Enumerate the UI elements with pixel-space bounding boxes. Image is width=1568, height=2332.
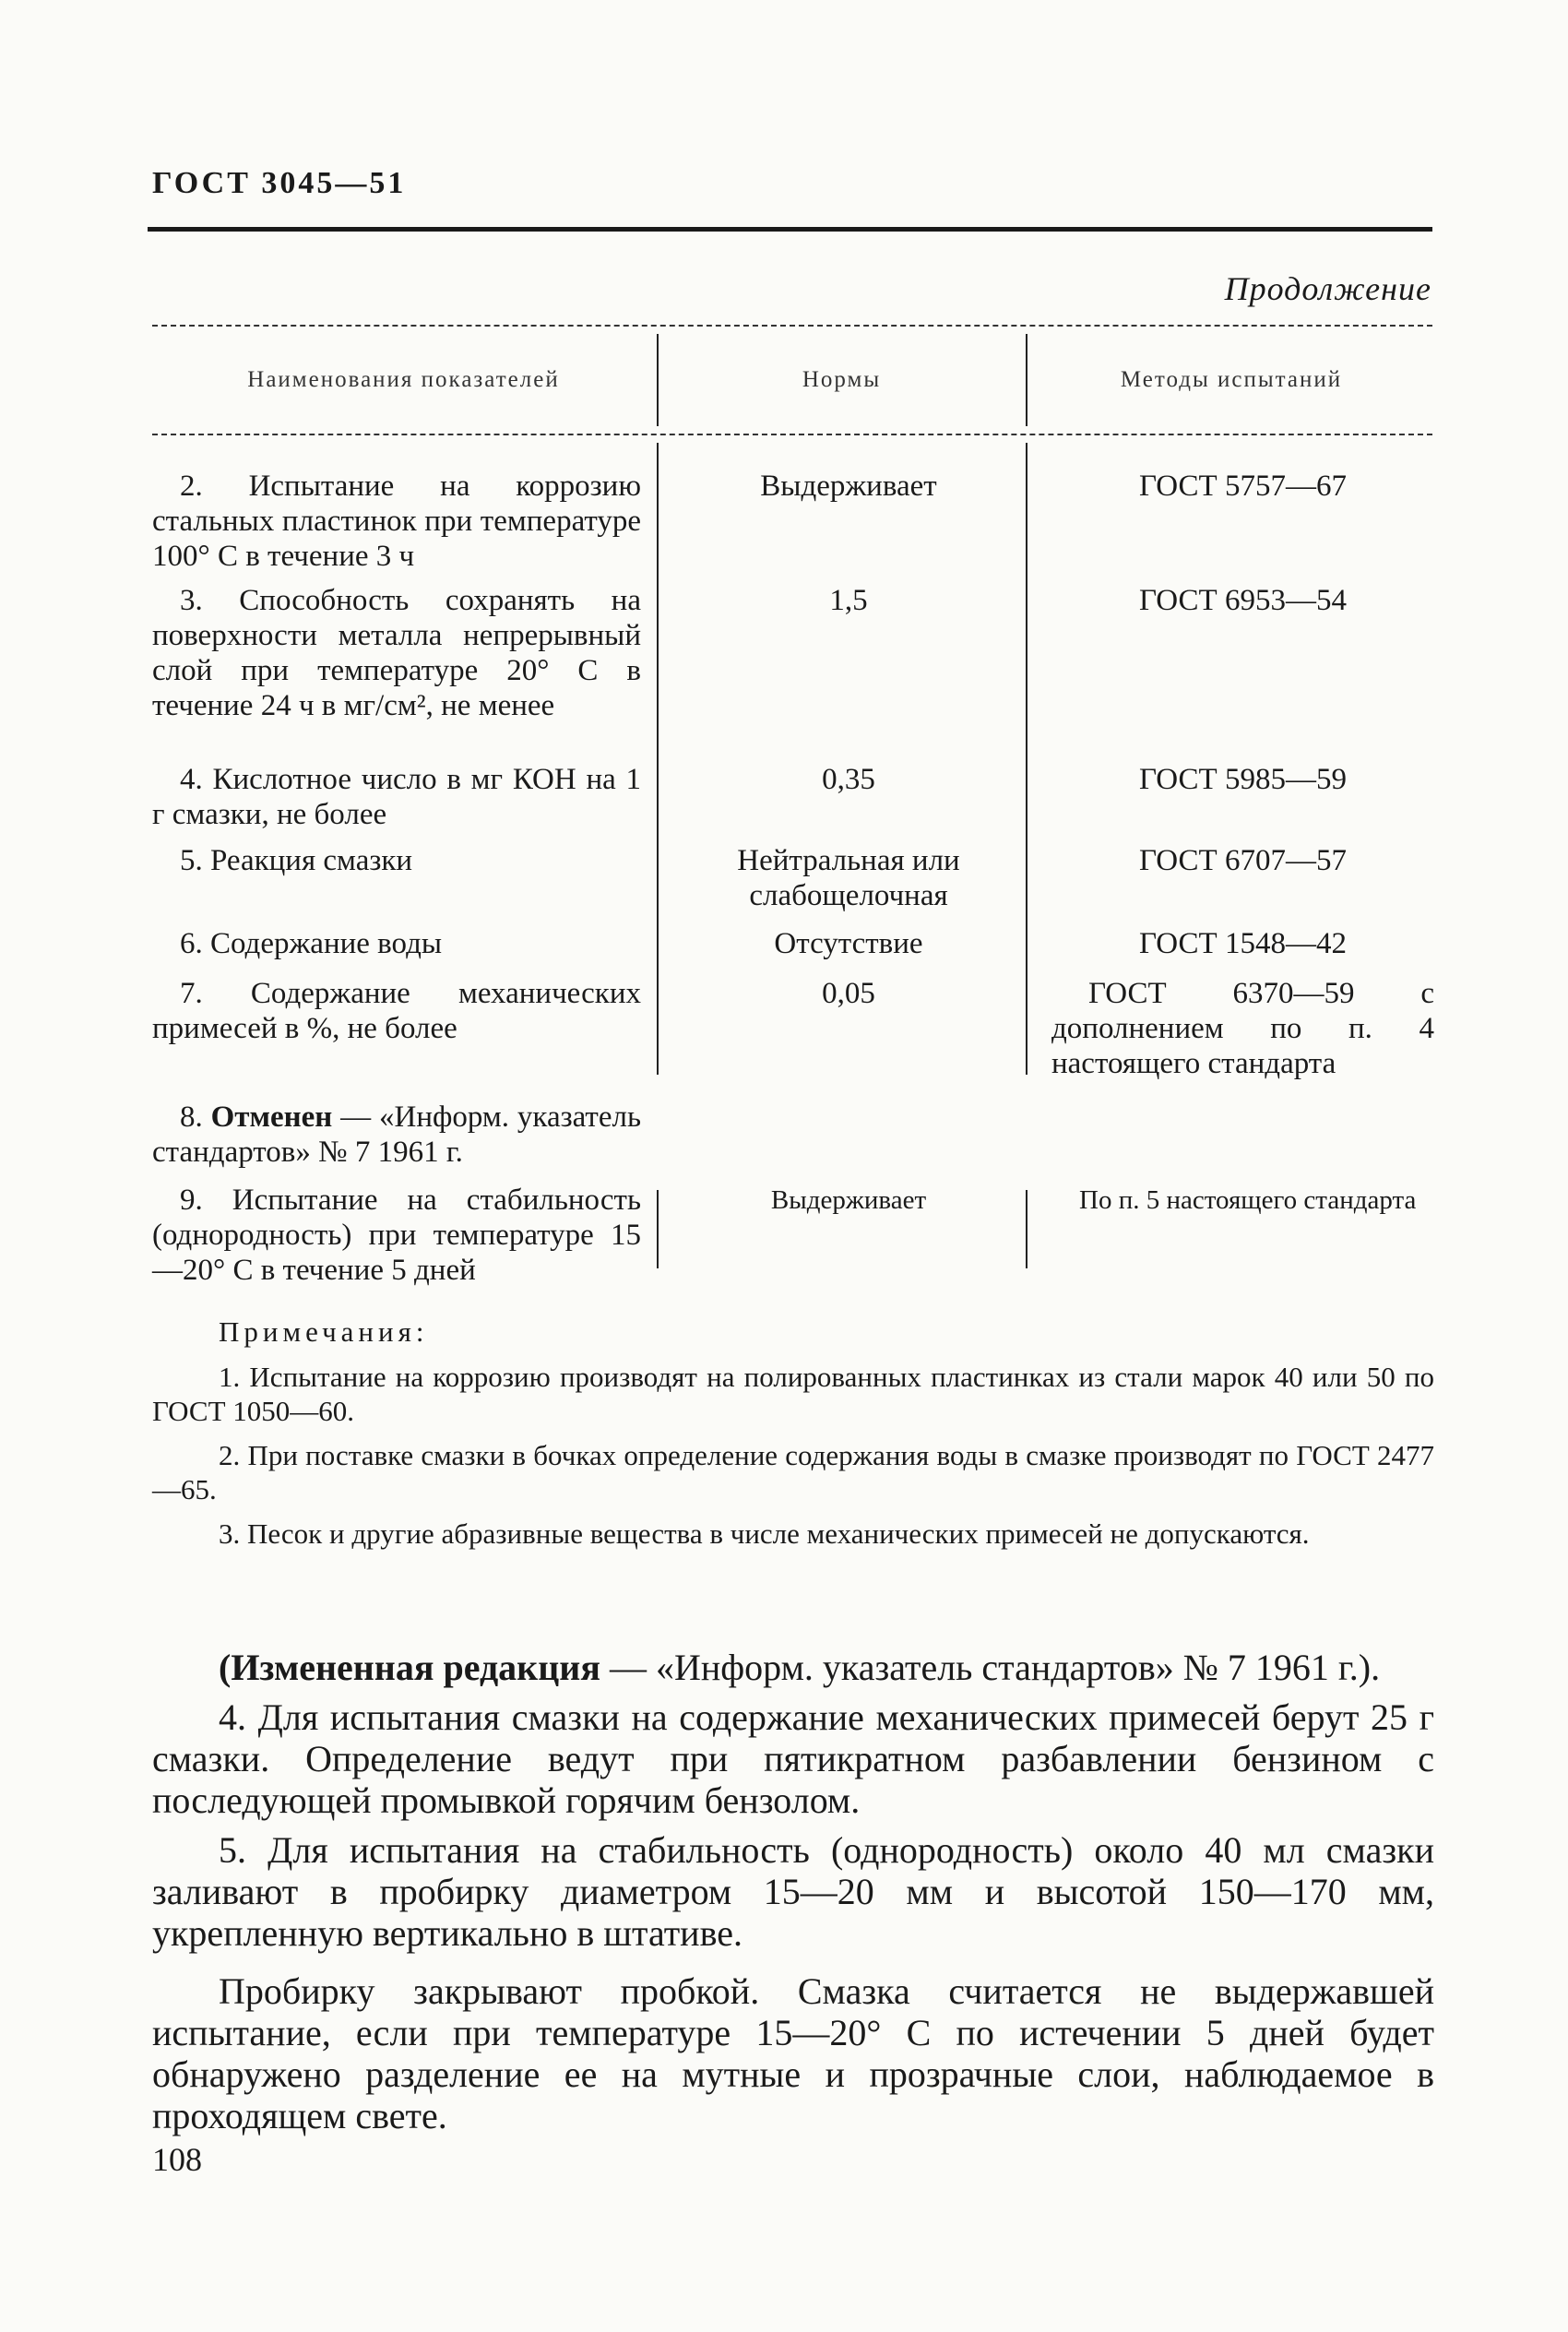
table-row-norm: Отсутствие xyxy=(774,927,923,960)
column-header-method: Методы испытаний xyxy=(1120,367,1343,392)
table-row-name: 5. Реакция смазки xyxy=(180,844,413,877)
table-row-method: ГОСТ 6370—59 с дополнением по п. 4 настоящего стандарта xyxy=(1051,977,1434,1080)
document-id-header: ГОСТ 3045—51 xyxy=(152,166,407,200)
note-item: 2. При поставке смазки в бочках определение содержания воды в смазке производят по ГОСТ 2477—65. xyxy=(152,1439,1434,1505)
table-row-method: ГОСТ 6953—54 xyxy=(1139,584,1347,617)
paragraph-5: 5. Для испытания на стабильность (однородность) около 40 мл смазки заливают в пробирку диаметром 15—20 мм и высотой 150—170 мм, укрепленную вертикально в штативе. xyxy=(152,1829,1434,1954)
table-row-norm: 0,35 xyxy=(822,763,875,796)
table-row-norm: 0,05 xyxy=(822,977,875,1010)
table-row-method: ГОСТ 1548—42 xyxy=(1139,927,1347,960)
table-row-name: 7. Содержание механических примесей в %, не более xyxy=(152,977,641,1045)
column-divider xyxy=(1026,334,1028,426)
table-row-method: По п. 5 настоящего стандарта xyxy=(1079,1185,1417,1215)
amendment-reference: — «Информ. указатель стандартов» № 7 1961 г.). xyxy=(600,1647,1381,1688)
table-row-method: ГОСТ 5985—59 xyxy=(1139,763,1347,796)
notes-title: Примечания: xyxy=(219,1315,429,1348)
table-row-method: ГОСТ 6707—57 xyxy=(1139,844,1347,877)
table-top-rule xyxy=(152,325,1432,327)
body-text xyxy=(152,1647,1434,2145)
table-row-name: 3. Способность сохранять на поверхности металла непрерывный слой при температуре 20° С в течение 24 ч в мг/см², не менее xyxy=(152,584,641,722)
page-number: 108 xyxy=(152,2141,202,2178)
continuation-label: Продолжение xyxy=(1224,270,1431,307)
amendment-label: (Измененная редакция xyxy=(219,1647,600,1688)
table-row-name: 9. Испытание на стабильность (однородность) при температуре 15—20° С в течение 5 дней xyxy=(152,1184,641,1287)
table-row-norm: Выдерживает xyxy=(770,1185,927,1215)
repeal-reference: — «Информ. указатель стандартов» № 7 1961 г. xyxy=(152,1101,642,1169)
table-header-rule xyxy=(152,434,1432,435)
table-row-name: 2. Испытание на коррозию стальных пластинок при температуре 100° С в течение 3 ч xyxy=(152,470,641,573)
column-header-norm: Нормы xyxy=(802,367,882,392)
column-divider xyxy=(657,334,659,426)
table-row-norm: Нейтральная или слабощелочная xyxy=(737,844,960,912)
paragraph-6: Пробирку закрывают пробкой. Смазка считается не выдержавшей испытание, если при температуре 15—20° С по истечении 5 дней будет обнаружено разделение ее на мутные и прозрачные слои, наблюдаемое в проходящем свете. xyxy=(152,1970,1434,2136)
header-rule xyxy=(148,227,1432,232)
amendment-note xyxy=(152,1647,1434,1688)
row-number: 8. xyxy=(180,1101,211,1134)
note-item: 3. Песок и другие абразивные вещества в числе механических примесей не допускаются. xyxy=(219,1517,1310,1550)
repealed-label: Отменен xyxy=(210,1101,333,1134)
table-row-method: ГОСТ 5757—67 xyxy=(1139,470,1347,503)
note-item: 1. Испытание на коррозию производят на полированных пластинках из стали марок 40 или 50 по ГОСТ 1050—60. xyxy=(152,1361,1434,1427)
column-divider xyxy=(657,443,659,1075)
table-row-name xyxy=(152,1100,641,1170)
column-header-name: Наименования показателей xyxy=(247,367,560,392)
table-row-norm: 1,5 xyxy=(829,584,868,617)
notes-section xyxy=(152,1315,1434,1561)
table-row-name: 6. Содержание воды xyxy=(180,927,443,960)
paragraph-4: 4. Для испытания смазки на содержание механических примесей берут 25 г смазки. Определение ведут при пятикратном разбавлении бензином с последующей промывкой горячим бензолом. xyxy=(152,1696,1434,1821)
column-divider xyxy=(657,1190,659,1268)
table-row-norm: Выдерживает xyxy=(760,470,937,503)
table-row-name: 4. Кислотное число в мг КОН на 1 г смазки, не более xyxy=(152,763,641,831)
